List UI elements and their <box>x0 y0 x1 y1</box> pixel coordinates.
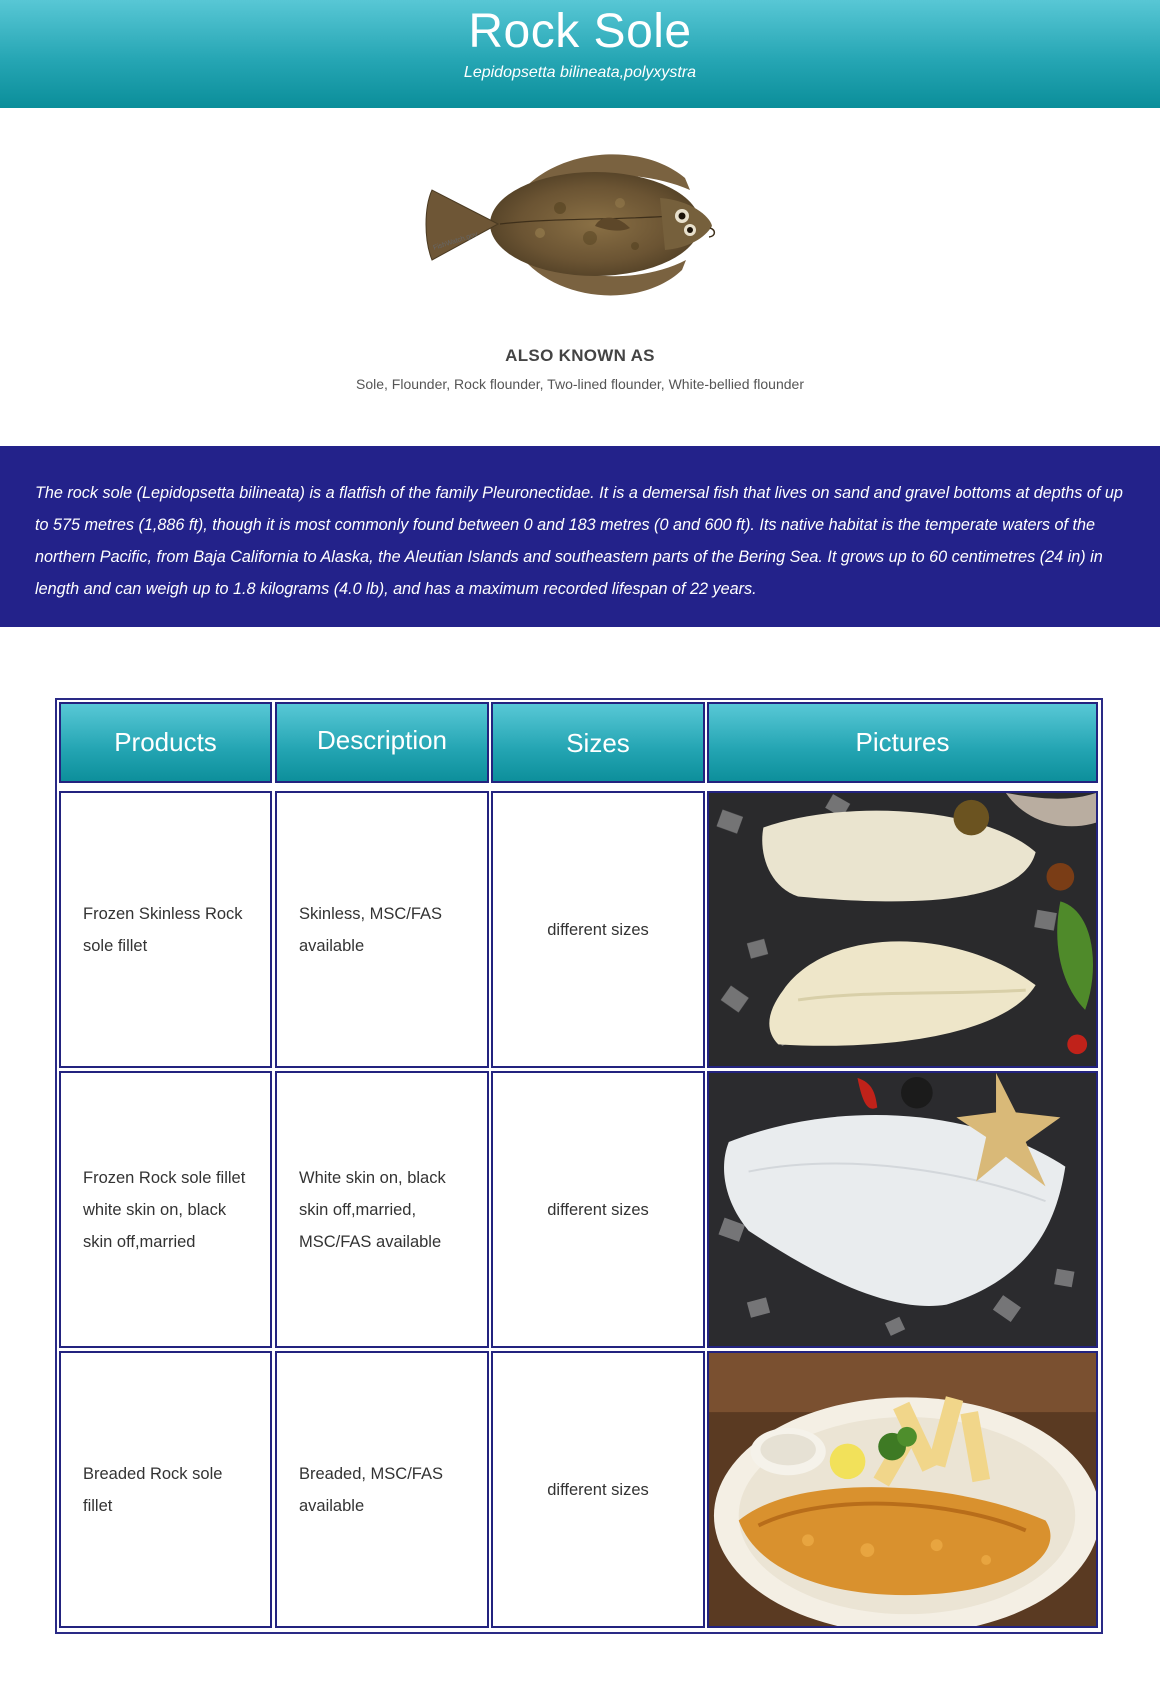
row-1-sizes-text: different sizes <box>547 920 649 939</box>
header-sizes: Sizes <box>491 702 705 783</box>
row-2-sizes-text: different sizes <box>547 1200 649 1219</box>
row-3-product-text: Breaded Rock sole fillet <box>83 1464 223 1515</box>
row-1-description <box>275 791 489 1068</box>
header-description: Description <box>275 702 489 783</box>
row-3-product <box>59 1351 272 1628</box>
white-skin-fillet-photo <box>707 1071 1098 1348</box>
row-1-product <box>59 791 272 1068</box>
row-2-description <box>275 1071 489 1348</box>
header-products: Products <box>59 702 272 783</box>
scientific-name: Lepidopsetta bilineata,polyxystra <box>463 64 697 81</box>
header-pictures: Pictures <box>707 702 1098 783</box>
skinless-fillet-photo <box>707 791 1098 1068</box>
breaded-fillet-photo <box>707 1351 1098 1628</box>
species-description: The rock sole (Lepidopsetta bilineata) is a flatfish of the family Pleuronectidae. It is a demersal fish that lives on sand and gravel bottoms at depths of up to 575 metres (1,886 ft), though it is most commonly found between 0 and 183 metres (0 and 600 ft). Its native habitat is the temperate waters of the northern Pacific, from Baja California to Alaska, the Aleutian Islands and southeastern parts of the Bering Sea. It grows up to 60 centimetres (24 in) in length and can weigh up to 1.8 kilograms (4.0 lb), and has a maximum recorded lifespan of 22 years. <box>0 446 1160 627</box>
row-3-description <box>275 1351 489 1628</box>
row-2-product-text: Frozen Rock sole fillet white skin on, black skin off,married <box>83 1168 246 1251</box>
row-1-product-text: Frozen Skinless Rock sole fillet <box>83 904 243 955</box>
also-known-as-heading: ALSO KNOWN AS <box>505 346 655 365</box>
row-3-sizes-text: different sizes <box>547 1480 649 1499</box>
page-title: Rock Sole <box>468 5 692 58</box>
fishwatch-watermark: FishWatch.gov <box>432 231 479 252</box>
row-1-sizes <box>491 791 705 1068</box>
row-1-description-text: Skinless, MSC/FAS available <box>299 904 443 955</box>
row-2-description-text: White skin on, black skin off,married, MSC/FAS available <box>299 1168 446 1251</box>
page-header <box>0 0 1160 108</box>
row-3-description-text: Breaded, MSC/FAS available <box>299 1464 443 1515</box>
row-2-sizes <box>491 1071 705 1348</box>
row-3-sizes <box>491 1351 705 1628</box>
flatfish-illustration-icon <box>420 138 740 313</box>
row-2-product <box>59 1071 272 1348</box>
also-known-as-list: Sole, Flounder, Rock flounder, Two-lined flounder, White-bellied flounder <box>355 376 804 392</box>
